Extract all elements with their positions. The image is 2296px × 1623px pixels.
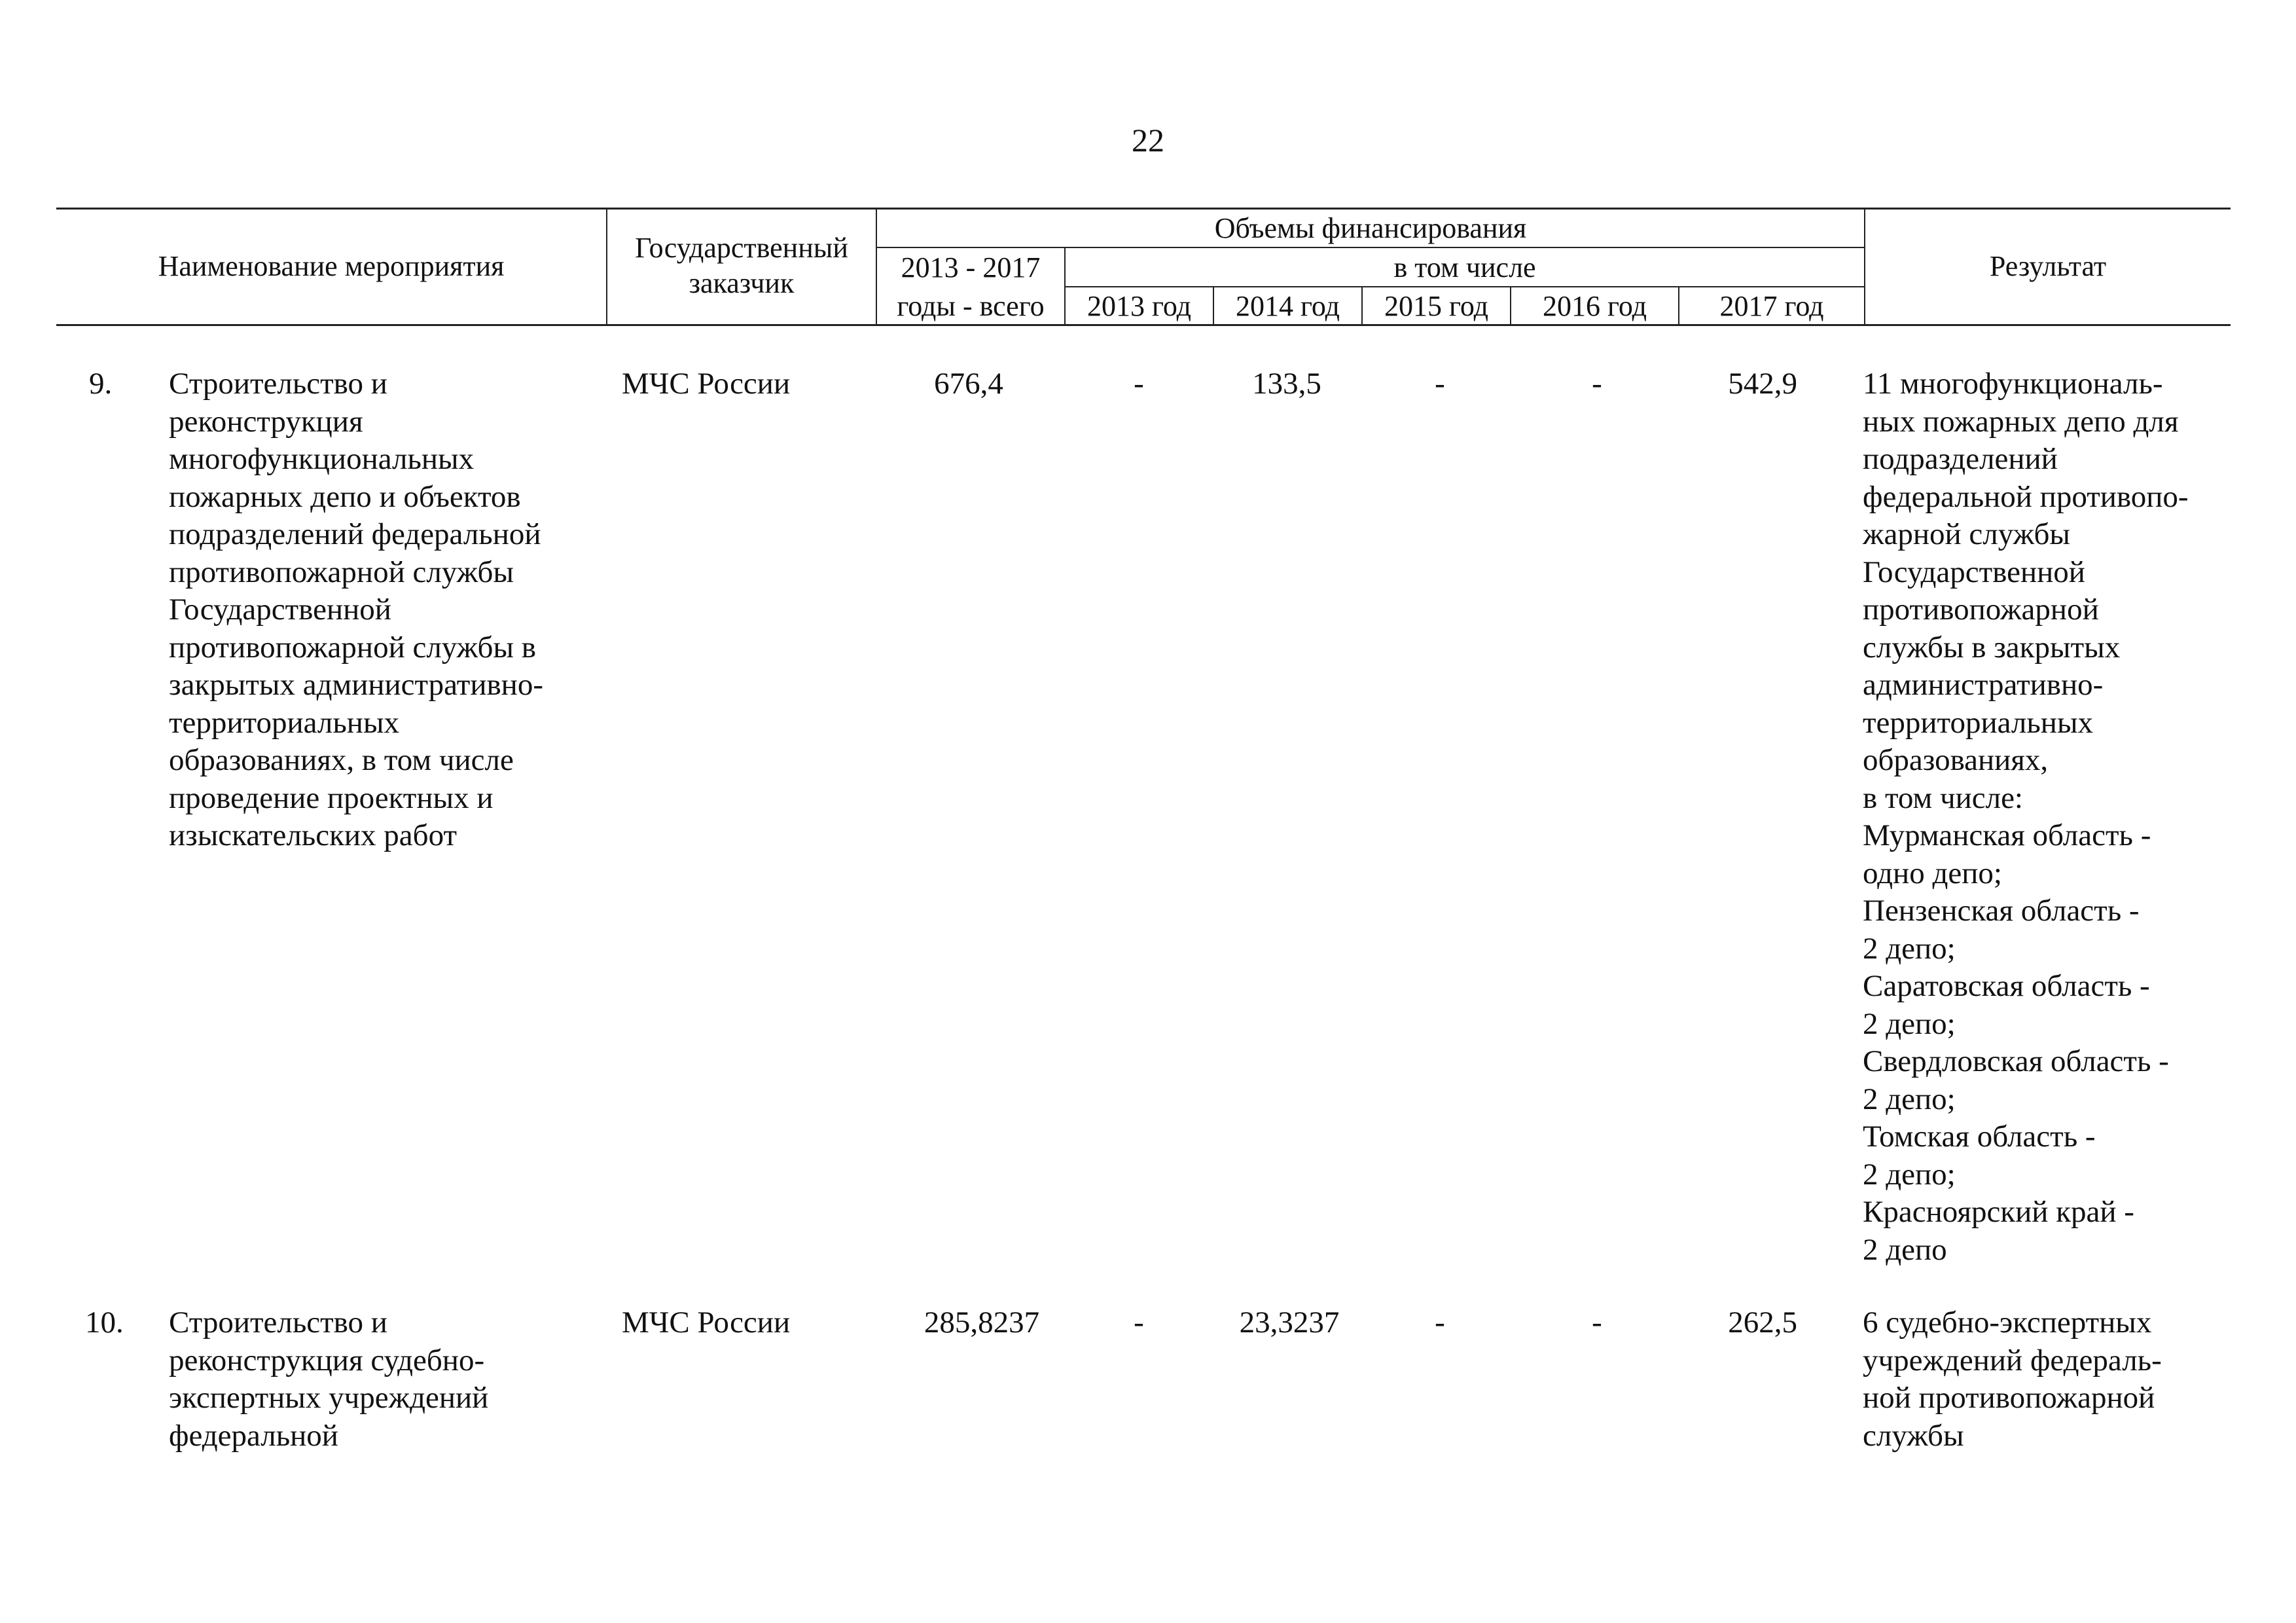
row-name: Строительство и реконструкция многофункциональных пожарных депо и объектов подразделений федеральной противопожарной службы Государственной противопожарной службы в закрытых административно- территориальных образованиях, в том числе проведение проектных и изыскательских работ xyxy=(169,367,543,852)
header-name: Наименование мероприятия xyxy=(158,250,505,282)
row-result: 6 судебно-экспертных учреждений федераль- ной противопожарной службы xyxy=(1863,1305,2162,1453)
header-financing: Объемы финансирования xyxy=(1214,212,1527,244)
row-total: 285,8237 xyxy=(924,1305,1040,1340)
row-2014: 23,3237 xyxy=(1239,1305,1340,1340)
row-2013: - xyxy=(1134,1305,1144,1340)
row-2015: - xyxy=(1435,1305,1445,1340)
row-number: 10. xyxy=(85,1305,124,1340)
header-including: в том числе xyxy=(1393,251,1536,283)
header-result: Результат xyxy=(1989,250,2107,282)
page-number: 22 xyxy=(1132,122,1164,158)
row-2017: 262,5 xyxy=(1728,1305,1797,1340)
header-total-top: 2013 - 2017 xyxy=(901,251,1041,283)
header-2016: 2016 год xyxy=(1542,290,1647,322)
row-customer: МЧС России xyxy=(622,1305,791,1340)
row-result: 11 многофункциональ- ных пожарных депо для подразделений федеральной противопо- жарной службы Государственной противопожарной службы в закрытых административно- территориальных образованиях, в том числе: Мурманская область - одно депо; Пензенская область - 2 депо; Саратовская область - 2 депо; Свердловская область - 2 депо; Томская область - 2 депо; Красноярский край - 2 депо xyxy=(1863,367,2189,1267)
header-2017: 2017 год xyxy=(1719,290,1824,322)
row-2015: - xyxy=(1435,367,1445,401)
row-2016: - xyxy=(1592,1305,1602,1340)
header-2013: 2013 год xyxy=(1086,290,1192,322)
row-2016: - xyxy=(1592,367,1602,401)
header-customer-text: Государственный заказчик xyxy=(635,232,848,299)
row-number: 9. xyxy=(89,367,113,401)
header-2015: 2015 год xyxy=(1384,290,1489,322)
row-2014: 133,5 xyxy=(1252,367,1321,401)
row-2017: 542,9 xyxy=(1728,367,1797,401)
row-name: Строительство и реконструкция судебно- экспертных учреждений федеральной xyxy=(169,1305,489,1453)
row-2013: - xyxy=(1134,367,1144,401)
header-2014: 2014 год xyxy=(1235,290,1340,322)
header-total-bottom: годы - всего xyxy=(897,290,1045,322)
row-customer: МЧС России xyxy=(622,367,791,401)
row-total: 676,4 xyxy=(934,367,1003,401)
